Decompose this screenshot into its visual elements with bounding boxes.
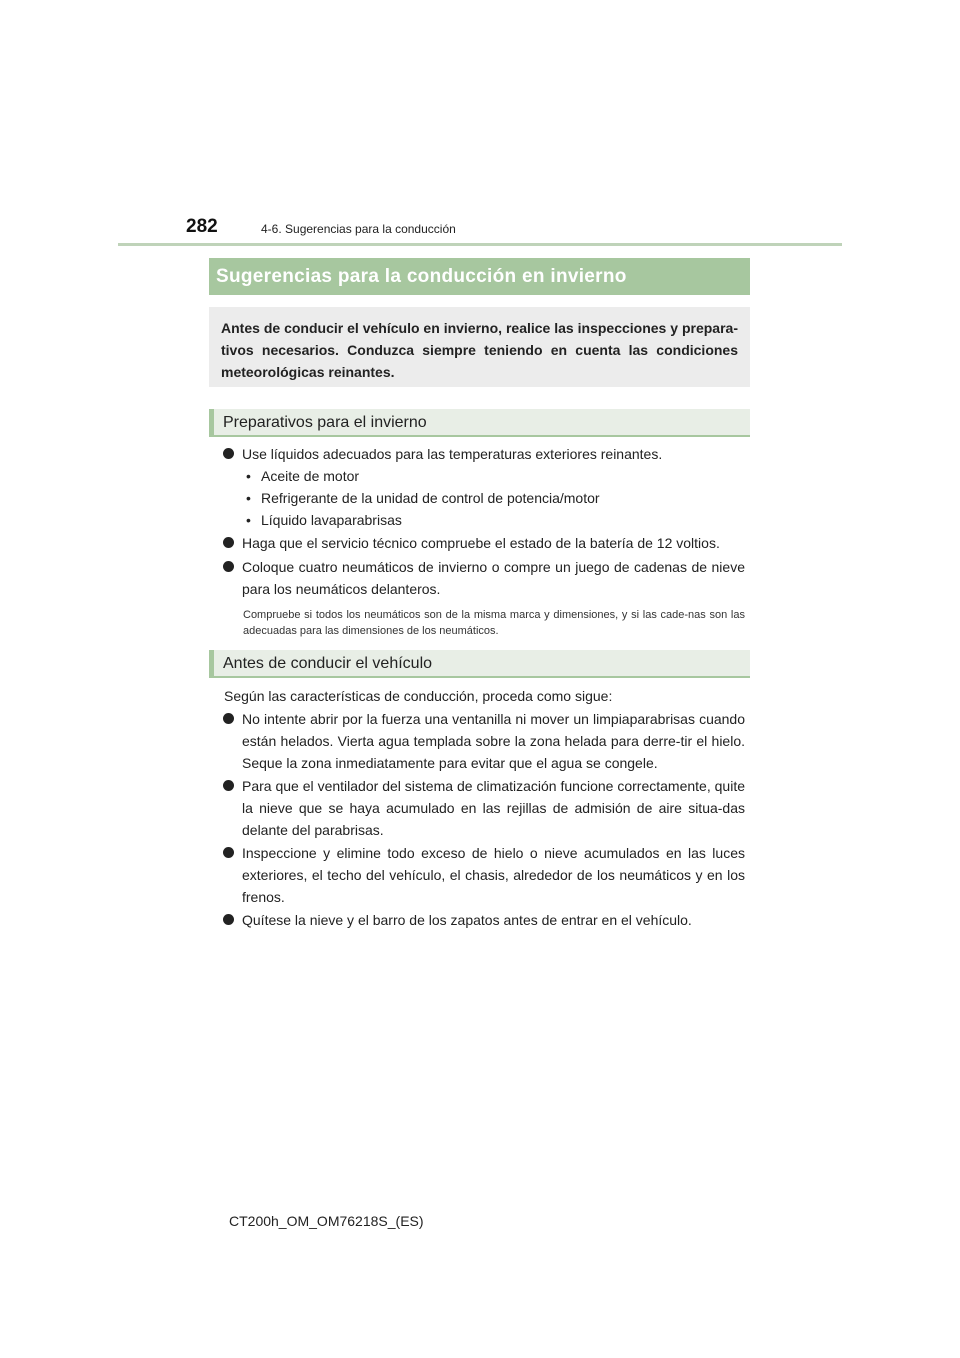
- list-item: [242, 708, 745, 774]
- sub-list-item: [246, 509, 402, 531]
- bullet-icon: [223, 561, 234, 572]
- list-item-text: Quítese la nieve y el barro de los zapatos antes de entrar en el vehículo.: [242, 912, 692, 928]
- list-item: [242, 909, 745, 931]
- middot-icon: •: [246, 490, 251, 506]
- sub-list-item-text: Refrigerante de la unidad de control de potencia/motor: [261, 490, 600, 506]
- list-item-text: Haga que el servicio técnico compruebe el estado de la batería de 12 voltios.: [242, 535, 720, 551]
- sub-list-item: [246, 465, 359, 487]
- list-item-text: Inspeccione y elimine todo exceso de hielo o nieve acumulados en las luces exteriores, el techo del vehículo, el chasis, alrededor de los neumáticos y en los frenos.: [242, 845, 745, 905]
- list-item-text: No intente abrir por la fuerza una ventanilla ni mover un limpiaparabrisas cuando están helados. Vierta agua templada sobre la zona helada para derre-tir el hielo. Seque la zona inmediatamente para evitar que el agua se congele.: [242, 711, 745, 771]
- list-item-text: Coloque cuatro neumáticos de invierno o compre un juego de cadenas de nieve para los neumáticos delanteros.: [242, 559, 745, 597]
- sub-list-item: [246, 487, 600, 509]
- list-item: [242, 556, 745, 600]
- header-divider: [118, 243, 842, 246]
- note-text: Compruebe si todos los neumáticos son de la misma marca y dimensiones, y si las cade-nas son las adecuadas para las dimensiones de los neumáticos.: [243, 609, 745, 637]
- list-item: [242, 532, 745, 554]
- bullet-icon: [223, 713, 234, 724]
- section-heading-preparativos: Preparativos para el invierno: [209, 409, 750, 437]
- list-item: [242, 775, 745, 841]
- list-item-text: Use líquidos adecuados para las temperaturas exteriores reinantes.: [242, 446, 663, 462]
- list-item: [242, 842, 745, 908]
- bullet-icon: [223, 847, 234, 858]
- document-code: CT200h_OM_OM76218S_(ES): [229, 1213, 424, 1229]
- page-number: 282: [186, 216, 218, 237]
- list-item: [242, 443, 745, 465]
- bullet-icon: [223, 448, 234, 459]
- intro-box: Antes de conducir el vehículo en invierno, realice las inspecciones y prepara-tivos necesarios. Conduzca siempre teniendo en cuenta las condiciones meteorológicas reinantes.: [209, 307, 750, 387]
- page-title: Sugerencias para la conducción en invierno: [209, 258, 750, 295]
- middot-icon: •: [246, 468, 251, 484]
- section-reference: 4-6. Sugerencias para la conducción: [261, 222, 456, 236]
- section-heading-antes-de-conducir: Antes de conducir el vehículo: [209, 650, 750, 678]
- list-item-text: Para que el ventilador del sistema de climatización funcione correctamente, quite la nieve que se haya acumulado en las rejillas de admisión de aire situa-das delante del parabrisas.: [242, 778, 745, 838]
- sub-list-item-text: Líquido lavaparabrisas: [261, 512, 402, 528]
- bullet-icon: [223, 780, 234, 791]
- bullet-icon: [223, 914, 234, 925]
- sub-list-item-text: Aceite de motor: [261, 468, 360, 484]
- middot-icon: •: [246, 512, 251, 528]
- lead-text: Según las características de conducción, proceda como sigue:: [224, 688, 613, 704]
- bullet-icon: [223, 537, 234, 548]
